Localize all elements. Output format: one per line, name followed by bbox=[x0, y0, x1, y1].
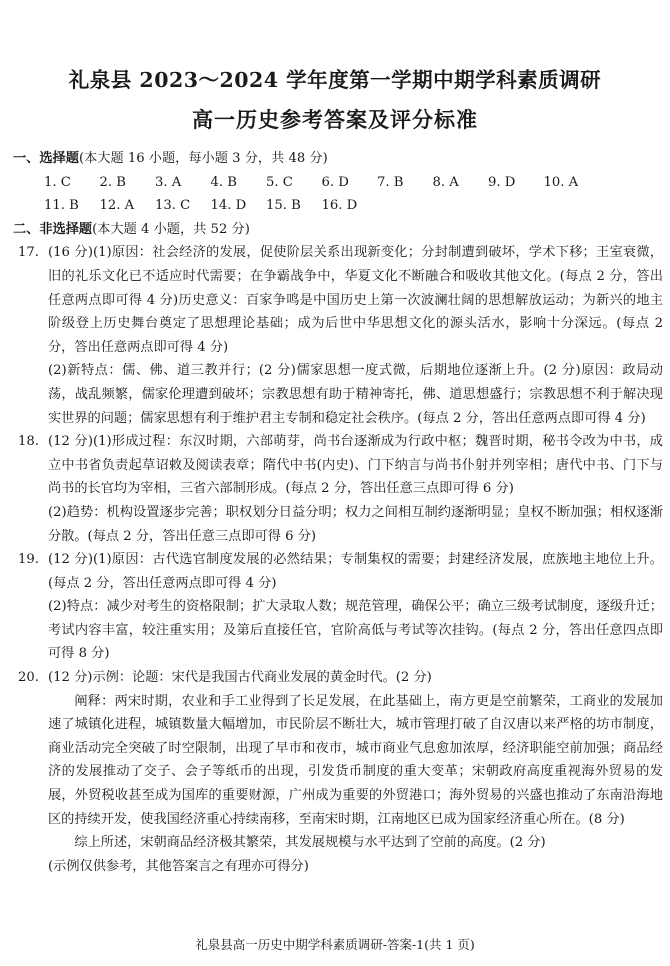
choice-answer: 8. A bbox=[432, 174, 459, 190]
choice-answer: 4. B bbox=[210, 174, 237, 190]
answer-content bbox=[13, 147, 663, 878]
answer-paragraph: (2)趋势：机构设置逐步完善；职权划分日益分明；权力之间相互制约逐渐明显；皇权不断加强；相权逐渐分散。(每点 2 分，答出任意三点即可得 6 分) bbox=[48, 504, 663, 544]
choice-answer: 11. B bbox=[44, 198, 79, 214]
answer-paragraph: (12 分)(1)形成过程：东汉时期，六部萌芽，尚书台逐渐成为行政中枢；魏晋时期，秘书令改为中书，成立中书省负责起草诏敕及阅读表章；隋代中书(内史)、门下纳言与尚书仆射并列宰相；唐代中书、门下与尚书的长官均为宰相，三省六部制形成。(每点 2 分，答出任意三点即可得 6 分) bbox=[48, 434, 663, 497]
choice-answer: 2. B bbox=[99, 174, 126, 190]
choice-answer: 12. A bbox=[99, 198, 135, 214]
question-number: 19. bbox=[18, 552, 39, 568]
choice-answer: 9. D bbox=[488, 174, 516, 190]
section-heading-label: 二、非选择题 bbox=[13, 221, 93, 237]
choice-answer: 14. D bbox=[210, 198, 247, 214]
answer-paragraph: (16 分)(1)原因：社会经济的发展，促使阶层关系出现新变化；分封制遭到破坏，学术下移；王室衰微，旧的礼乐文化已不适应时代需要；在争霸战争中，华夏文化不断融合和吸收其他文化。(每点 2 分，答出任意两点即可得 4 分)历史意义：百家争鸣是中国历史上第一次波澜壮阔的思想解放运动；为新兴的地主阶级登上历史舞台奠定了思想理论基础；成为后世中华思想文化的源头活水，影响十分深远。(每点 2 分，答出任意两点即可得 4 分) bbox=[48, 245, 663, 355]
section-heading-note: (本大题 4 小题，共 52 分) bbox=[92, 221, 250, 237]
choice-answer: 7. B bbox=[377, 174, 404, 190]
question-17 bbox=[13, 241, 663, 430]
answer-paragraph: (2)新特点：儒、佛、道三教并行；(2 分)儒家思想一度式微，后期地位逐渐上升。(2 分)原因：政局动荡，战乱频繁，儒家伦理遭到破坏；宗教思想有助于精神寄托，佛、道思想盛行；宗教思想不利于解决现实世界的问题；儒家思想有利于维护君主专制和稳定社会秩序。(每点 2 分，答出任意两点即可得 4 分) bbox=[48, 363, 663, 426]
question-18 bbox=[13, 430, 663, 548]
answer-paragraph-indented: 阐释：两宋时期，农业和手工业得到了长足发展，在此基础上，南方更是空前繁荣，工商业的发展加速了城镇化进程，城镇数量大幅增加，市民阶层不断壮大，城市管理打破了自汉唐以来严格的坊市制度，商业活动完全突破了时空限制，出现了早市和夜市，城市商业气息愈加浓厚，经济职能空前加强；商品经济的发展推动了交子、会子等纸币的出现，引发货币制度的重大变革；宋朝政府高度重视海外贸易的发展，外贸税收甚至成为国库的重要财源，广州成为重要的外贸港口；海外贸易的兴盛也推动了东南沿海地区的持续开发，使我国经济重心持续南移，至南宋时期，江南地区已成为国家经济重心所在。(8 分) bbox=[48, 693, 663, 827]
choice-answer: 1. C bbox=[44, 174, 71, 190]
choice-answer: 13. C bbox=[155, 198, 191, 214]
section-heading-note: (本大题 16 小题，每小题 3 分，共 48 分) bbox=[78, 151, 328, 166]
choice-answer: 16. D bbox=[321, 198, 358, 214]
section-heading-label: 一、选择题 bbox=[13, 151, 79, 166]
choice-answer: 10. A bbox=[543, 174, 579, 190]
answer-paragraph: (2)特点：减少对考生的资格限制；扩大录取人数；规范管理，确保公平；确立三级考试制度，逐级升迁；考试内容丰富，较注重实用；及第后直接任官，官阶高低与考试等次挂钩。(每点 2 分，答出任意四点即可得 8 分) bbox=[48, 599, 663, 662]
choice-answer: 5. C bbox=[266, 174, 293, 190]
answer-note: (示例仅供参考，其他答案言之有理亦可得分) bbox=[48, 858, 309, 874]
choice-answers-row bbox=[44, 194, 663, 218]
question-number: 17. bbox=[18, 245, 39, 261]
answer-paragraph-indented: 综上所述，宋朝商品经济极其繁荣，其发展规模与水平达到了空前的高度。(2 分) bbox=[74, 835, 546, 851]
choice-answer: 15. B bbox=[266, 198, 301, 214]
page-subtitle: 高一历史参考答案及评分标准 bbox=[192, 107, 478, 132]
question-20 bbox=[13, 666, 663, 878]
answer-paragraph: (12 分)(1)原因：古代选官制度发展的必然结果；专制集权的需要；封建经济发展，庶族地主地位上升。(每点 2 分，答出任意两点即可得 4 分) bbox=[48, 552, 663, 591]
choice-answer: 3. A bbox=[155, 174, 182, 190]
question-number: 20. bbox=[18, 670, 39, 686]
answer-paragraph: (12 分)示例：论题：宋代是我国古代商业发展的黄金时代。(2 分) bbox=[48, 670, 432, 686]
question-number: 18. bbox=[18, 434, 39, 450]
page-title: 礼泉县 2023～2024 学年度第一学期中期学科素质调研 bbox=[68, 68, 602, 92]
choice-answer: 6. D bbox=[321, 174, 349, 190]
section-heading-nonchoice bbox=[13, 218, 663, 242]
choice-answers-row bbox=[44, 171, 663, 195]
section-heading-choice bbox=[13, 147, 663, 171]
question-19 bbox=[13, 548, 663, 666]
page-footer: 礼泉县高一历史中期学科素质调研-答案-1(共 1 页) bbox=[195, 937, 475, 952]
